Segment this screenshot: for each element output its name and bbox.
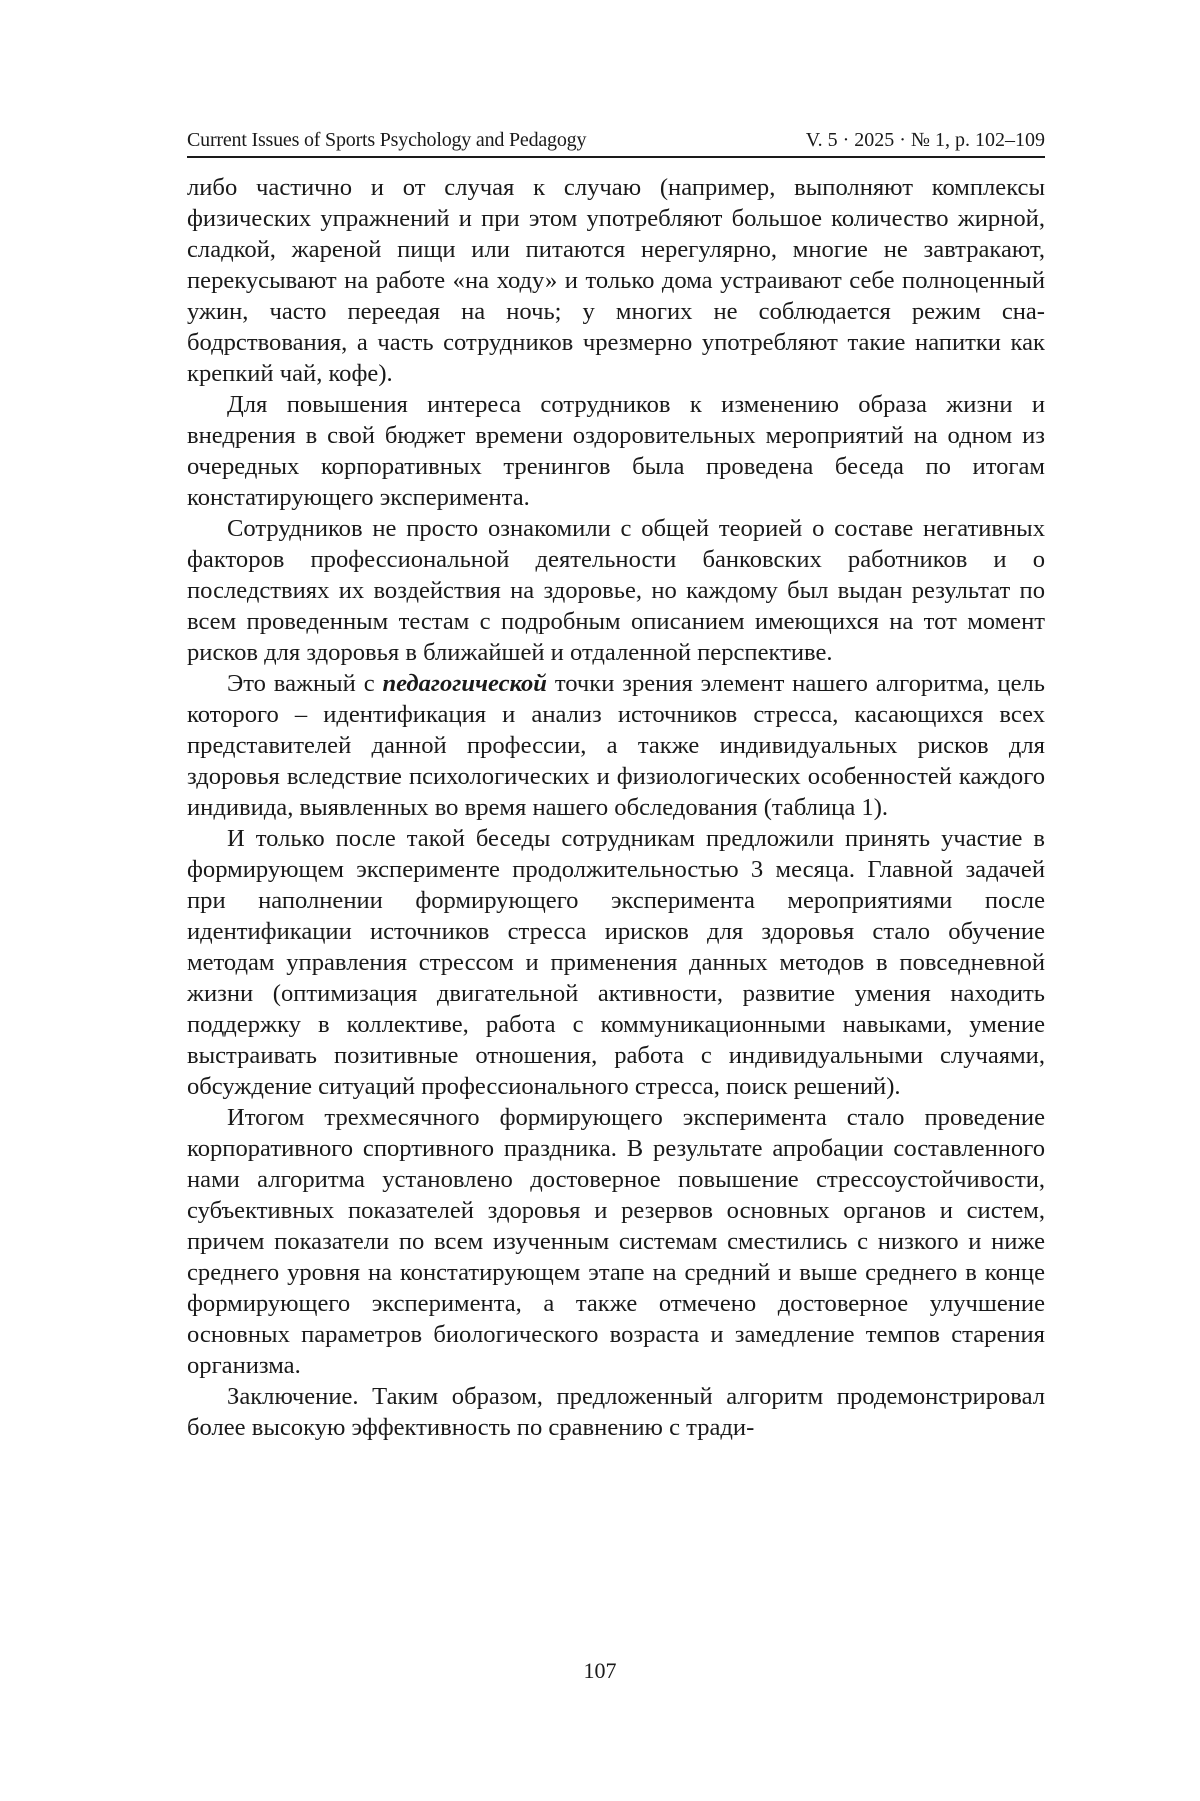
paragraph: Сотрудников не просто ознакомили с общей теорией о составе негативных факторов профессиональной деятельности банковских работников и о последствиях их воздействия на здоровье, но каждому был выдан результат по всем проведенным тестам с подробным описанием имеющихся на тот момент рисков для здоровья в ближайшей и отдаленной перспективе. <box>187 513 1045 668</box>
paragraph-text: точки зрения элемент нашего алгоритма, цель которого – идентификация и анализ источников стресса, касающихся всех представителей данной профессии, а также индивидуальных рисков для здоровья вследствие психологических и физиологических особенностей каждого индивида, выявленных во время нашего обследования (таблица 1). <box>187 670 1045 821</box>
emphasized-term: педагогической <box>382 670 547 697</box>
paragraph: И только после такой беседы сотрудникам предложили принять участие в формирующем эксперименте продолжительностью 3 месяца. Главной задачей при наполнении формирующего эксперимента мероприятиями после идентификации источников стресса ирисков для здоровья стало обучение методам управления стрессом и применения данных методов в повседневной жизни (оптимизация двигательной активности, развитие умения находить поддержку в коллективе, работа с коммуникационными навыками, умение выстраивать позитивные отношения, работа с индивидуальными случаями, обсуждение ситуаций профессионального стресса, поиск решений). <box>187 823 1045 1102</box>
issue-info: V. 5 · 2025 · № 1, p. 102–109 <box>806 128 1045 152</box>
paragraph: Итогом трехмесячного формирующего эксперимента стало проведение корпоративного спортивного праздника. В результате апробации составленного нами алгоритма установлено достоверное повышение стрессоустойчивости, субъективных показателей здоровья и резервов основных органов и систем, причем показатели по всем изученным системам сместились с низкого и ниже среднего уровня на констатирующем этапе на средний и выше среднего в конце формирующего эксперимента, а также отмечено достоверное улучшение основных параметров биологического возраста и замедление темпов старения организма. <box>187 1102 1045 1381</box>
journal-title: Current Issues of Sports Psychology and Pedagogy <box>187 128 586 152</box>
article-body <box>187 172 1045 1443</box>
paragraph: Для повышения интереса сотрудников к изменению образа жизни и внедрения в свой бюджет времени оздоровительных мероприятий на одном из очередных корпоративных тренингов была проведена беседа по итогам констатирующего эксперимента. <box>187 389 1045 513</box>
page-number: 107 <box>0 1658 1200 1684</box>
paragraph: либо частично и от случая к случаю (например, выполняют комплексы физических упражнений и при этом употребляют большое количество жирной, сладкой, жареной пищи или питаются нерегулярно, многие не завтракают, перекусывают на работе «на ходу» и только дома устраивают себе полноценный ужин, часто переедая на ночь; у многих не соблюдается режим сна-бодрствования, а часть сотрудников чрезмерно употребляют такие напитки как крепкий чай, кофе). <box>187 172 1045 389</box>
paragraph-text: Это важный с <box>227 670 382 697</box>
running-head <box>187 128 1045 158</box>
journal-page <box>187 128 1045 1443</box>
paragraph <box>187 668 1045 823</box>
paragraph: Заключение. Таким образом, предложенный алгоритм продемонстрировал более высокую эффективность по сравнению с тради- <box>187 1381 1045 1443</box>
